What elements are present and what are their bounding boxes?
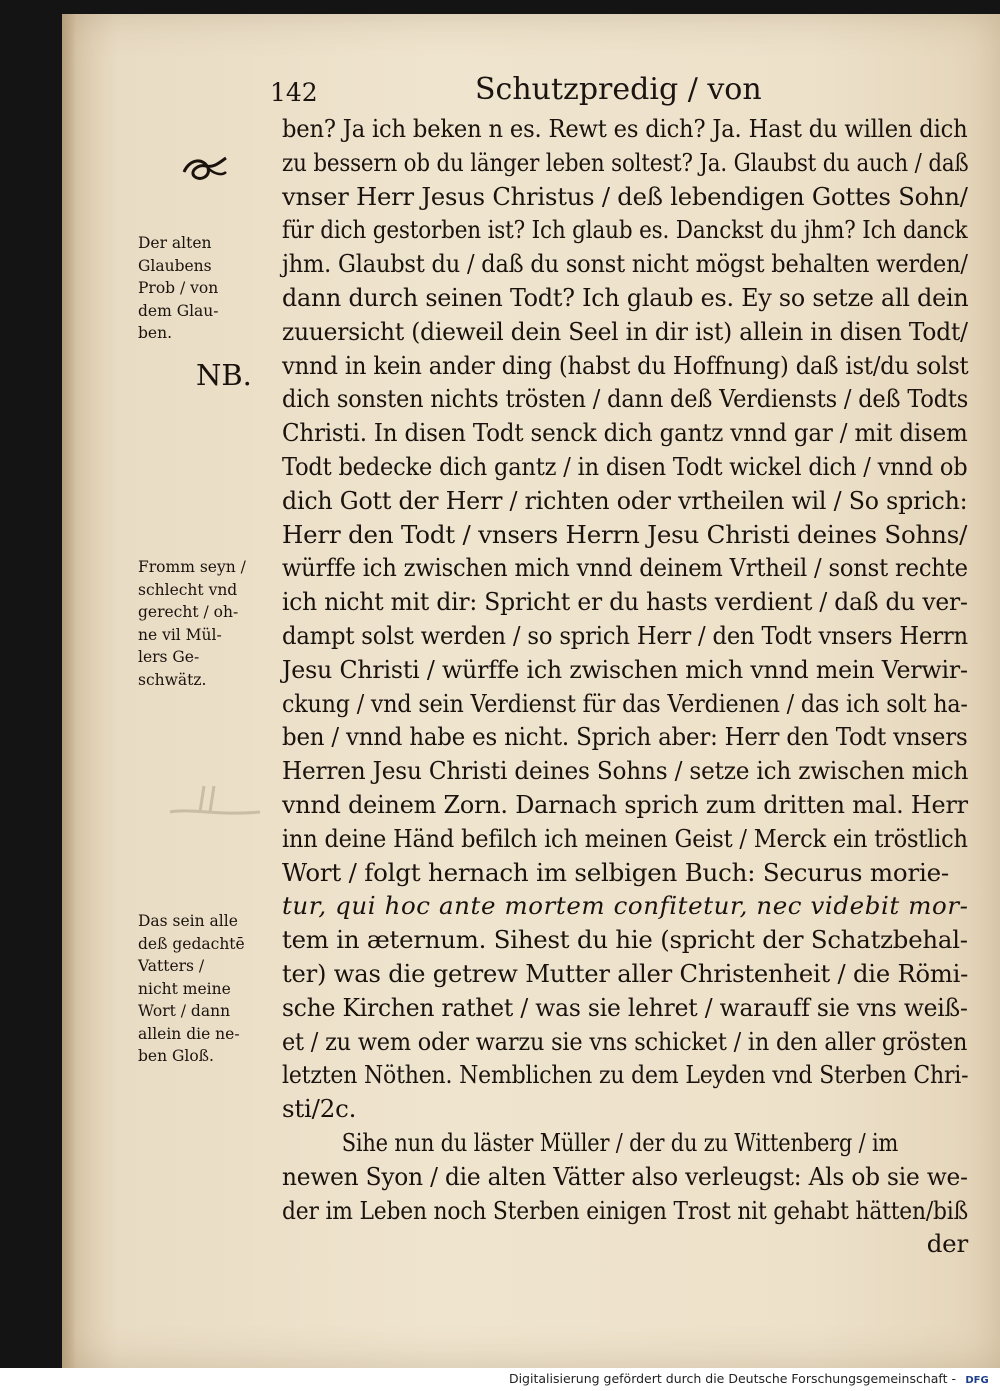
text-line: dann durch seinen Todt? Ich glaub es. Ey so setze all dein [282,282,969,312]
text-line: Jesu Christi / würffe ich zwischen mich vnnd mein Verwir- [282,654,968,684]
text-line: dampt solst werden / so sprich Herr / den Todt vnsers Herrn [282,620,968,650]
margin-note-old-faith [138,232,273,345]
funding-credit: Digitalisierung gefördert durch die Deutsche Forschungsgemeinschaft - [508,1371,956,1386]
margin-note-line: schwätz. [138,670,207,689]
margin-note-line: gerecht / oh- [138,603,239,621]
text-line: ich nicht mit dir: Spricht er du hasts verdient / daß du ver- [282,587,968,617]
text-line: vnnd in kein ander ding (habst du Hoffnung) daß ist/du solst [282,350,969,380]
text-line: würffe ich zwischen mich vnnd deinem Vrtheil / sonst rechte [282,553,968,583]
text-line: vnnd deinem Zorn. Darnach sprich zum dritten mal. Herr [282,789,968,819]
text-line: für dich gestorben ist? Ich glaub es. Danckst du jhm? Ich danck [282,215,968,245]
margin-note-pious [138,556,273,691]
text-line: tem in æternum. Sihest du hie (spricht der Schatzbehal- [282,925,968,955]
text-line: sche Kirchen rathet / was sie lehret / warauff sie vns weiß- [282,992,968,1022]
running-title: Schutzpredig / von [475,72,762,107]
text-line: ckung / vnd sein Verdienst für das Verdienen / das ich solt ha- [282,688,968,718]
text-line: dich Gott der Herr / richten oder vrtheilen wil / So sprich: [282,485,968,515]
text-line: vnser Herr Jesus Christus / deß lebendigen Gottes Sohn/ [282,181,968,211]
svg-text:DFG: DFG [965,1375,989,1386]
text-line: zu bessern ob du länger leben soltest? Ja. Glaubst du auch / daß [282,147,969,177]
text-line: ter) was die getrew Mutter aller Christenheit / die Römi- [282,958,969,988]
text-line: letzten Nöthen. Nemblichen zu dem Leyden vnd Sterben Chri- [282,1060,969,1090]
margin-note-fathers [138,910,273,1068]
text-line: ben? Ja ich beken n es. Rewt es dich? Ja. Hast du willen dich [282,114,968,143]
margin-note-line: ben. [138,324,173,342]
text-line: der im Leben noch Sterben einigen Trost nit gehabt hätten/biß [282,1195,968,1225]
margin-note-line: Prob / von [138,279,219,297]
margin-note-line: lers Ge- [138,648,200,666]
margin-note-line: deß gedachtē [138,934,245,953]
margin-note-line: Vatters / [138,957,205,975]
page-gutter-shadow [62,14,76,1368]
bleed-through-mark [150,782,270,822]
margin-note-line: nicht meine [138,979,231,998]
text-line: jhm. Glaubst du / daß du sonst nicht mögst behalten werden/ [282,249,968,279]
main-text-block [282,112,968,1261]
text-line-latin: tur, qui hoc ante mortem confitetur, nec videbit mor- [282,891,969,921]
margin-note-line: dem Glau- [138,301,219,320]
text-line: Herr den Todt / vnsers Herrn Jesu Christi deines Sohns/ [282,519,968,549]
text-line: inn deine Händ befilch ich meinen Geist / Merck ein tröstlich [282,823,968,853]
text-line: Wort / folgt hernach im selbigen Buch: Securus morie- [282,857,949,887]
nota-bene-mark: NB. [196,358,252,392]
text-line: ben / vnnd habe es nicht. Sprich aber: Herr den Todt vnsers [282,722,968,752]
text-line: Christi. In disen Todt senck dich gantz vnnd gar / mit disem [282,418,968,448]
text-line: newen Syon / die alten Vätter also verleugst: Als ob sie we- [282,1161,968,1191]
margin-note-line: ne vil Mül- [138,625,222,644]
margin-note-line: Fromm seyn / [138,558,246,576]
page-number: 142 [270,78,318,107]
margin-note-line: schlecht vnd [138,580,238,599]
paragraph-flourish-icon [178,152,230,186]
text-line: Todt bedecke dich gantz / in disen Todt wickel dich / vnnd ob [282,451,968,481]
margin-note-line: allein die ne- [138,1024,240,1043]
text-line: dich sonsten nichts trösten / dann deß Verdiensts / deß Todts [282,384,969,414]
margin-note-line: Wort / dann [138,1002,231,1020]
text-line: sti/2c. [282,1094,357,1124]
text-line: Herren Jesu Christi deines Sohns / setze ich zwischen mich [282,756,969,786]
margin-note-line: Der alten [138,234,212,252]
margin-note-line: Glaubens [138,256,212,275]
catchword: der [926,1229,968,1259]
margin-note-line: Das sein alle [138,912,238,930]
margin-note-line: ben Gloß. [138,1047,214,1065]
digitization-footer [0,1368,1000,1391]
page-header [270,72,762,112]
text-line: et / zu wem oder warzu sie vns schicket / in den aller grösten [282,1026,968,1056]
text-line: zuuersicht (dieweil dein Seel in dir ist) allein in disen Todt/ [282,316,968,346]
dfg-logo [960,1372,994,1386]
text-line-paragraph-start: Sihe nun du läster Müller / der du zu Wittenberg / im [341,1127,899,1157]
